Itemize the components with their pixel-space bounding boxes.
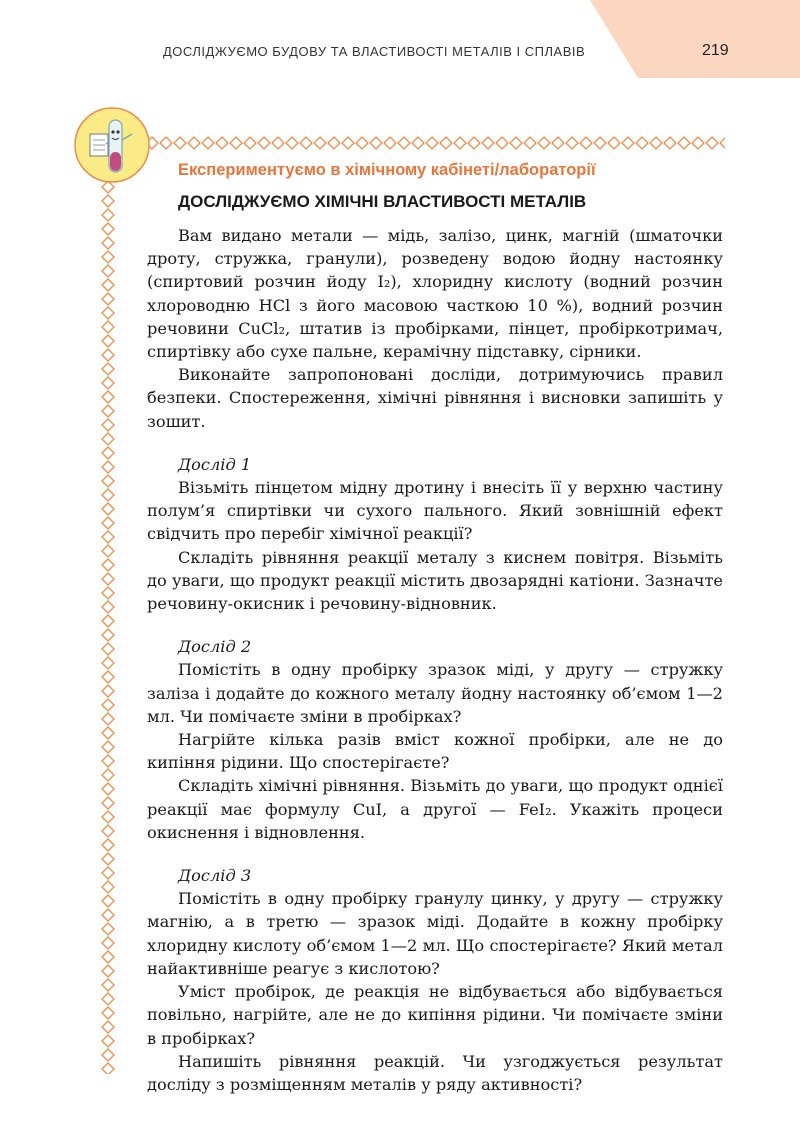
experiment-paragraph: Помістіть в одну пробірку гранулу цинку, у другу — стружку магнію, а в третю — зразок міді. Додайте в кожну пробірку хлоридну кислоту об’ємом 1—2 мл. Що спостерігаєте? Який метал найактивніше реагує з кислотою? xyxy=(147,889,723,978)
experiment-heading: Дослід 3 xyxy=(178,866,252,886)
intro-paragraph: Вам видано метали — мідь, залізо, цинк, магній (шматочки дроту, стружка, гранули), розведену водою йодну настоянку (спиртовий розчин йоду I₂), хлоридну кислоту (водний розчин хлороводню HCl з його масовою часткою 10 %), водний розчин речовини CuCl₂, штатив із пробірками, пінцет, пробіркотримач, спиртівку або сухе пальне, керамічну підставку, сірники. xyxy=(147,226,723,362)
body-text xyxy=(147,224,723,1096)
experiment-paragraph: Нагрійте кілька разів вміст кожної пробірки, але не до кипіння рідини. Що спостерігаєте? xyxy=(147,730,723,773)
test-tube-mascot-icon xyxy=(73,106,151,184)
section-subtitle: Експериментуємо в хімічному кабінеті/лабораторії xyxy=(178,161,596,179)
experiment-heading: Дослід 1 xyxy=(178,454,252,474)
experiment-paragraph: Помістіть в одну пробірку зразок міді, у другу — стружку заліза і додайте до кожного металу йодну настоянку об’ємом 1—2 мл. Чи помічаєте зміни в пробірках? xyxy=(147,660,723,726)
experiment-paragraph: Напишіть рівняння реакцій. Чи узгоджується результат досліду з розміщенням металів у ряду активності? xyxy=(147,1051,723,1094)
experiment-paragraph: Візьміть пінцетом мідну дротину і внесіть її у верхню частину полум’я спиртівки чи сухого пального. Який зовнішній ефект свідчить про перебіг хімічної реакції? xyxy=(147,478,723,544)
experiment-paragraph: Складіть хімічні рівняння. Візьміть до уваги, що продукт однієї реакції має формулу CuI, а другої — FeI₂. Укажіть процеси окиснення і відновлення. xyxy=(147,776,723,842)
running-header: ДОСЛІДЖУЄМО БУДОВУ ТА ВЛАСТИВОСТІ МЕТАЛІВ І СПЛАВІВ xyxy=(163,44,586,59)
experiment-heading: Дослід 2 xyxy=(178,637,252,657)
experiment-paragraph: Складіть рівняння реакції металу з киснем повітря. Візьміть до уваги, що продукт реакції містить двозарядні катіони. Зазначте речовину-окисник і речовину-відновник. xyxy=(147,547,723,614)
experiment-paragraph: Уміст пробірок, де реакція не відбувається або відбувається повільно, нагрійте, але не до кипіння рідини. Чи помічаєте зміни в пробірках? xyxy=(147,982,723,1048)
page-number: 219 xyxy=(702,42,729,59)
intro-paragraph: Виконайте запропоновані досліди, дотримуючись правил безпеки. Спостереження, хімічні рівняння і висновки запишіть у зошит. xyxy=(147,365,723,431)
decorative-border-top xyxy=(145,134,725,152)
section-title: ДОСЛІДЖУЄМО ХІМІЧНІ ВЛАСТИВОСТІ МЕТАЛІВ xyxy=(178,192,587,211)
decorative-border-left xyxy=(99,180,117,1074)
corner-tab xyxy=(590,0,800,78)
